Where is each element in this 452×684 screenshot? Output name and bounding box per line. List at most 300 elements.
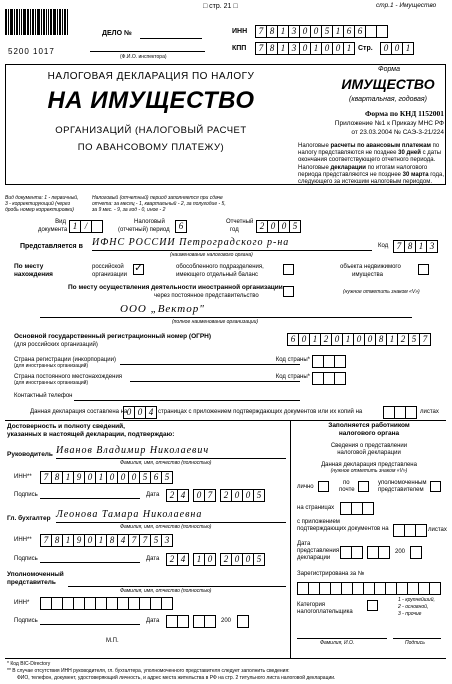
kpp-digit: 7 xyxy=(256,43,267,54)
right-zareg: Зарегистрирована за № xyxy=(297,571,365,577)
date-digit: 1 xyxy=(194,554,205,565)
dost-line2: указанных в настоящей декларации, подтверждаю: xyxy=(7,431,175,438)
upol-label2: представитель xyxy=(7,579,56,586)
strana-kod2-label: Код страны* xyxy=(275,374,310,380)
ruk-podpis-label: Подпись xyxy=(14,492,38,498)
inn-digit xyxy=(63,598,74,609)
buh-month-cells[interactable] xyxy=(193,553,216,566)
right-fio-label: Фамилия, И.О. xyxy=(320,640,355,646)
tel-field[interactable] xyxy=(74,392,300,401)
upol-year-prefix: 200 xyxy=(221,618,232,624)
right-day-cells[interactable] xyxy=(340,546,363,559)
ogrn-digit: 8 xyxy=(376,334,387,345)
inspector-label: (Ф.И.О. инспектора) xyxy=(120,54,167,60)
predst-field[interactable]: ИФНС РОССИИ Петроградского р-на xyxy=(92,238,372,251)
kod-digit: 3 xyxy=(427,241,438,252)
inn-label: ИНН xyxy=(232,28,248,35)
reg-digit xyxy=(320,583,331,594)
date-digit xyxy=(379,547,390,558)
inn-digit: 6 xyxy=(344,26,355,37)
sostav-pages-cells[interactable] xyxy=(123,406,157,419)
ogrn-digit: 0 xyxy=(299,334,310,345)
right-pochte2: почте xyxy=(339,487,355,493)
inn-digit xyxy=(85,598,96,609)
inn-digit: 1 xyxy=(278,26,289,37)
doc-type-slash: / xyxy=(81,221,92,232)
inn-digit: 0 xyxy=(300,26,311,37)
inn-digit xyxy=(118,598,129,609)
date-digit xyxy=(341,547,352,558)
ruk-inn-cells[interactable] xyxy=(40,471,173,484)
right-prilozh2: подтверждающих документов на xyxy=(297,526,389,532)
upol-month-cells[interactable] xyxy=(193,615,216,628)
right-kat-list3: 3 - прочие xyxy=(398,611,422,617)
inn-digit xyxy=(41,598,52,609)
right-sved1: Сведения о представлении xyxy=(330,443,408,449)
kod-digit: 7 xyxy=(394,241,405,252)
inn-digit: 0 xyxy=(118,472,129,483)
inn-digit xyxy=(52,598,63,609)
inn-digit: 7 xyxy=(256,26,267,37)
right-head1: Заполняется работником xyxy=(328,422,410,429)
inn-digit xyxy=(162,598,173,609)
predst-kod-cells[interactable] xyxy=(393,240,438,253)
form-knd: Форма по КНД 1152001 xyxy=(364,109,444,118)
kpp-digit: 1 xyxy=(278,43,289,54)
date-digit xyxy=(411,547,422,558)
right-dann1: Данная декларация представлена xyxy=(321,462,417,468)
strana-digit xyxy=(313,373,324,384)
doc-type-digit xyxy=(92,221,103,232)
inn-digit: 4 xyxy=(118,535,129,546)
strana-digit xyxy=(324,356,335,367)
date-digit: 5 xyxy=(254,554,265,565)
form-sub: (квартальная, годовая) xyxy=(349,96,427,103)
year-digit: 2 xyxy=(257,221,268,232)
inn-digit: 9 xyxy=(74,535,85,546)
inn-digit xyxy=(377,26,388,37)
inn-digit: 8 xyxy=(52,535,63,546)
inn-digit xyxy=(366,26,377,37)
upol-inn-label: ИНН* xyxy=(14,600,30,606)
right-data3: декларации xyxy=(297,555,331,561)
upol-signature-field[interactable] xyxy=(40,616,140,625)
kpp-cells[interactable] xyxy=(255,42,355,55)
reg-digit xyxy=(397,583,408,594)
inn-digit xyxy=(140,598,151,609)
inn-digit: 5 xyxy=(140,472,151,483)
title-line1: НАЛОГОВАЯ ДЕКЛАРАЦИЯ ПО НАЛОГУ xyxy=(47,71,255,82)
pages-digit xyxy=(341,503,352,514)
deadline-note: Налоговые расчеты по авансовым платежам по налогу представляются не позднее 30 дней с даты окончания соответствующего отчетного периода. Налоговые декларации по итогам налогового периода представляются не позднее 30 марта года, следующего за истекшим налоговым периодом. xyxy=(298,143,445,185)
ogrn-digit: 1 xyxy=(310,334,321,345)
org-name-field[interactable]: ООО „Вектор" xyxy=(40,304,412,318)
right-data2: представления xyxy=(297,548,340,554)
inn-digit: 5 xyxy=(322,26,333,37)
sheets-digit xyxy=(416,525,427,536)
strana-digit xyxy=(335,356,346,367)
inn-digit: 5 xyxy=(151,535,162,546)
right-upol1: уполномоченным xyxy=(378,480,427,486)
buh-inn-label: ИНН** xyxy=(14,537,32,543)
date-digit: 0 xyxy=(243,490,254,501)
ogrn-digit: 0 xyxy=(354,334,365,345)
title-main: НА ИМУЩЕСТВО xyxy=(47,87,255,114)
inn-digit xyxy=(129,598,140,609)
page-marker: □ стр. 21 □ xyxy=(203,3,238,10)
str-cells[interactable] xyxy=(380,42,414,55)
inn-digit xyxy=(107,598,118,609)
strana-post1: Страна постоянного местонахождения xyxy=(14,374,123,380)
year-digit: 0 xyxy=(279,221,290,232)
ogrn-label1: Основной государственный регистрационный номер (ОГРН) xyxy=(14,333,212,340)
mesto-ino2: через постоянное представительство xyxy=(154,293,259,299)
upol-date-label: Дата xyxy=(146,618,160,624)
mesto-note: (нужное отметить знаком «V») xyxy=(343,289,420,295)
mesto-obosob1: обособленного подразделения, xyxy=(176,264,264,270)
ruk-fio-field[interactable]: Иванов Владимир Николаевич xyxy=(56,446,286,459)
inn-digit: 0 xyxy=(311,26,322,37)
right-kat-list1: 1 - крупнейший, xyxy=(398,597,435,603)
inn-digit: 8 xyxy=(52,472,63,483)
sostav-prefix: Данная декларация составлена на xyxy=(30,409,128,415)
date-digit: 0 xyxy=(232,554,243,565)
ruk-fio-sub: Фамилия, имя, отчество (полностью) xyxy=(120,460,212,466)
vid-help1: Вид документа: 1 - первичный, xyxy=(5,195,79,201)
inn-digit: 1 xyxy=(96,535,107,546)
ogrn-digit: 1 xyxy=(343,334,354,345)
buh-podpis-label: Подпись xyxy=(14,556,38,562)
mesto-label1: По месту xyxy=(14,263,44,270)
reg-digit xyxy=(298,583,309,594)
right-month-cells[interactable] xyxy=(367,546,390,559)
mesto-label2: нахождения xyxy=(14,271,53,278)
buh-signature-field[interactable] xyxy=(40,554,140,563)
vid-help3: дробь номер корректировки) xyxy=(5,207,74,213)
sheets-digit xyxy=(395,407,406,418)
right-pochte1: по xyxy=(343,480,350,486)
right-podpis-label: Подпись xyxy=(405,640,425,646)
ruk-date-cells[interactable] xyxy=(166,489,189,502)
reg-digit xyxy=(364,583,375,594)
inn-digit: 3 xyxy=(162,535,173,546)
inn-digit: 0 xyxy=(85,535,96,546)
inn-digit: 3 xyxy=(289,26,300,37)
date-digit xyxy=(178,616,189,627)
upol-inn-cells[interactable] xyxy=(40,597,173,610)
period-digit: 6 xyxy=(176,221,187,232)
date-digit xyxy=(167,616,178,627)
obosob-checkbox[interactable] xyxy=(283,264,294,275)
year-label1: Отчетный xyxy=(226,219,254,225)
right-dann2: (нужное отметить знаком «V») xyxy=(330,468,408,474)
delo-label: ДЕЛО № xyxy=(102,30,132,37)
inn-digit: 8 xyxy=(267,26,278,37)
ruk-year-cells[interactable] xyxy=(220,489,265,502)
ruk-inn-label: ИНН** xyxy=(14,474,32,480)
date-digit: 0 xyxy=(243,554,254,565)
buh-fio-sub: Фамилия, имя, отчество (полностью) xyxy=(120,524,212,530)
right-lichno: лично xyxy=(297,484,314,490)
sostav-sheets-cells[interactable] xyxy=(383,406,417,419)
form-prilozh1: Приложение №1 к Приказу МНС РФ xyxy=(334,120,444,127)
date-digit: 2 xyxy=(167,554,178,565)
lichno-checkbox[interactable] xyxy=(318,481,329,492)
ruk-label: Руководитель xyxy=(7,451,53,458)
page-title-right: стр.1 - Имущество xyxy=(376,2,437,9)
kpp-digit: 0 xyxy=(300,43,311,54)
year-digit: 5 xyxy=(290,221,301,232)
org-checkbox[interactable]: ✓ xyxy=(134,263,143,275)
buh-year-cells[interactable] xyxy=(220,553,265,566)
str-digit: 0 xyxy=(392,43,403,54)
inn-digit: 8 xyxy=(107,535,118,546)
right-prilozh1: с приложением xyxy=(297,519,340,525)
ruk-month-cells[interactable] xyxy=(193,489,216,502)
mesto-obekt1: объекта недвижимого xyxy=(340,264,401,270)
doc-type-label1: Вид xyxy=(55,219,66,225)
inn-digit: 7 xyxy=(140,535,151,546)
ogrn-digit: 7 xyxy=(420,334,431,345)
period-cells[interactable] xyxy=(175,220,187,233)
date-digit: 7 xyxy=(205,490,216,501)
ogrn-cells[interactable] xyxy=(287,333,431,346)
vid-help2: 3 - корректирующий (через xyxy=(5,201,71,207)
date-digit xyxy=(368,547,379,558)
reg-digit xyxy=(419,583,430,594)
date-digit: 4 xyxy=(178,490,189,501)
predst-label: Представляется в xyxy=(20,243,83,250)
mesto-org2: организации xyxy=(92,272,127,278)
ogrn-digit: 6 xyxy=(288,334,299,345)
strana-digit xyxy=(313,356,324,367)
strana-kod1-cells[interactable] xyxy=(312,355,346,368)
ogrn-digit: 2 xyxy=(321,334,332,345)
date-digit xyxy=(238,616,249,627)
sheets-digit xyxy=(394,525,405,536)
inn-digit xyxy=(74,598,85,609)
form-label: Форма xyxy=(378,66,400,73)
upol-checkbox[interactable] xyxy=(430,481,441,492)
str-digit: 0 xyxy=(381,43,392,54)
ruk-signature-field[interactable] xyxy=(40,490,140,499)
year-label2: год xyxy=(230,227,239,233)
date-digit xyxy=(205,616,216,627)
date-digit: 2 xyxy=(221,554,232,565)
pages-digit: 4 xyxy=(146,407,157,418)
obekt-checkbox[interactable] xyxy=(418,264,429,275)
kpp-digit: 0 xyxy=(322,43,333,54)
delo-field[interactable] xyxy=(140,30,202,39)
kod-digit: 1 xyxy=(416,241,427,252)
inn-digit: 1 xyxy=(63,472,74,483)
buh-inn-cells[interactable] xyxy=(40,534,173,547)
predst-kod-label: Код xyxy=(378,243,389,249)
upol-label1: Уполномоченный xyxy=(7,571,64,578)
inn-cells[interactable] xyxy=(255,25,388,38)
mp-label: М.П. xyxy=(106,638,119,644)
upol-year-cells[interactable] xyxy=(237,615,249,628)
reg-digit xyxy=(375,583,386,594)
pochte-checkbox[interactable] xyxy=(358,481,369,492)
period-label1: Налоговый xyxy=(134,219,165,225)
inn-digit xyxy=(151,598,162,609)
dost-line1: Достоверность и полноту сведений, xyxy=(7,423,125,430)
strana-inc1: Страна регистрации (инкорпорации) xyxy=(14,357,116,363)
bottom-bottom-line xyxy=(5,658,446,659)
buh-fio-field[interactable]: Леонова Тамара Николаевна xyxy=(56,510,286,523)
predst-sub: (наименование налогового органа) xyxy=(170,252,253,258)
mesto-org1: российской xyxy=(92,264,124,270)
reg-digit xyxy=(430,583,441,594)
right-sheets-cells[interactable] xyxy=(393,524,427,537)
reg-digit xyxy=(353,583,364,594)
title-line4: ПО АВАНСОВОМУ ПЛАТЕЖУ) xyxy=(77,142,225,153)
strana-post2: (для иностранных организаций) xyxy=(14,380,89,386)
inn-digit: 7 xyxy=(129,535,140,546)
barcode-icon xyxy=(5,9,69,35)
strana-kod1-label: Код страны* xyxy=(275,357,310,363)
mesto-obosob2: имеющего отдельный баланс xyxy=(176,272,259,278)
mesto-ino1: По месту осуществления деятельности иностранной организации xyxy=(68,284,283,291)
upol-podpis-label: Подпись xyxy=(14,618,38,624)
kat-checkbox[interactable] xyxy=(367,600,378,611)
date-digit: 0 xyxy=(205,554,216,565)
inn-digit: 0 xyxy=(85,472,96,483)
year-cells[interactable] xyxy=(256,220,301,233)
inn-digit: 6 xyxy=(355,26,366,37)
right-regnum-cells[interactable] xyxy=(297,582,441,595)
doc-type-cells[interactable] xyxy=(69,220,103,233)
date-digit: 0 xyxy=(232,490,243,501)
barcode-number: 5200 1017 xyxy=(8,47,55,56)
org-name-sub: (полное наименование организации) xyxy=(172,319,259,325)
inn-digit: 0 xyxy=(129,472,140,483)
ogrn-digit: 1 xyxy=(387,334,398,345)
pages-digit xyxy=(352,503,363,514)
buh-date-cells[interactable] xyxy=(166,553,189,566)
inn-digit: 6 xyxy=(151,472,162,483)
pages-digit xyxy=(363,503,374,514)
kpp-digit: 1 xyxy=(344,43,355,54)
date-digit: 2 xyxy=(221,490,232,501)
ruk-date-label: Дата xyxy=(146,492,160,498)
period-help3: за 9 мес. - 9, за год - 0, иное - 2 xyxy=(92,207,166,213)
date-digit: 0 xyxy=(194,490,205,501)
right-signature-field[interactable] xyxy=(393,630,441,639)
strana-inc2: (для иностранных организаций) xyxy=(14,363,89,369)
sheets-digit xyxy=(406,407,417,418)
doc-type-label2: документа xyxy=(38,227,68,233)
foot-note2a: ** В случае отсутствия ИНН руководителя, гл. бухгалтера, уполномоченного представителя следует заполнить сведения: xyxy=(7,668,290,674)
ogrn-digit: 2 xyxy=(398,334,409,345)
right-pages-cells[interactable] xyxy=(340,502,374,515)
inn-digit: 9 xyxy=(74,472,85,483)
reg-digit xyxy=(386,583,397,594)
inspector-field[interactable] xyxy=(90,44,205,52)
period-help2: отчета: за месяц - 1, квартальный - 2, за полугодие - 5, xyxy=(92,201,226,207)
inn-digit xyxy=(96,598,107,609)
reg-digit xyxy=(408,583,419,594)
bottom-divider xyxy=(290,420,291,658)
period-help1: Налоговый (отчетный) период заполняется при сдаче xyxy=(92,195,223,201)
pages-digit: 0 xyxy=(124,407,135,418)
bottom-top-line xyxy=(5,420,446,421)
buh-date-label: Дата xyxy=(146,556,160,562)
inn-digit: 0 xyxy=(107,472,118,483)
title-line3: ОРГАНИЗАЦИЙ (НАЛОГОВЫЙ РАСЧЕТ xyxy=(55,125,247,136)
right-year-cells[interactable] xyxy=(410,546,422,559)
right-kat-list2: 2 - основной, xyxy=(398,604,429,610)
sheets-digit xyxy=(384,407,395,418)
kpp-digit: 1 xyxy=(311,43,322,54)
tel-label: Контактный телефон xyxy=(14,393,73,399)
period-label2: (отчетный) период xyxy=(118,227,170,233)
date-digit: 2 xyxy=(167,490,178,501)
inn-digit: 1 xyxy=(96,472,107,483)
kpp-label: КПП xyxy=(232,45,247,52)
right-head2: налогового органа xyxy=(338,430,400,437)
kpp-digit: 0 xyxy=(333,43,344,54)
sostav-suffix: листах xyxy=(420,409,439,415)
right-kat2: налогоплательщика xyxy=(297,609,353,615)
upol-fio-sub: Фамилия, имя, отчество (полностью) xyxy=(120,588,212,594)
ogrn-digit: 0 xyxy=(365,334,376,345)
date-digit: 5 xyxy=(254,490,265,501)
kpp-digit: 3 xyxy=(289,43,300,54)
str-digit: 1 xyxy=(403,43,414,54)
date-digit: 4 xyxy=(178,554,189,565)
inn-digit: 1 xyxy=(63,535,74,546)
upol-fio-field[interactable] xyxy=(68,578,286,587)
foot-note2b: ФИО, телефон, документ, удостоверяющий личность, и адрес места жительства в РФ на стр. 2 титульного листа налоговой декларации. xyxy=(17,675,336,681)
str-label: Стр. xyxy=(358,45,373,52)
right-upol2: представителем xyxy=(378,487,424,493)
ogrn-digit: 5 xyxy=(409,334,420,345)
right-fio-field[interactable] xyxy=(297,630,387,639)
kpp-digit: 8 xyxy=(267,43,278,54)
form-name: ИМУЩЕСТВО xyxy=(341,76,435,92)
sheets-digit xyxy=(405,525,416,536)
kod-digit: 8 xyxy=(405,241,416,252)
right-kat1: Категория xyxy=(297,602,326,608)
reg-digit xyxy=(309,583,320,594)
strana-digit xyxy=(324,373,335,384)
ogrn-digit: 0 xyxy=(332,334,343,345)
buh-label: Гл. бухгалтер xyxy=(7,515,51,522)
form-prilozh2: от 23.03.2004 № САЭ-3-21/224 xyxy=(351,129,444,136)
right-data1: Дата xyxy=(297,541,311,547)
ino-checkbox[interactable] xyxy=(283,286,294,297)
reg-digit xyxy=(331,583,342,594)
date-digit xyxy=(352,547,363,558)
inn-digit: 7 xyxy=(41,535,52,546)
foot-note1: * Код BIC-Directory xyxy=(7,661,51,667)
doc-type-digit: 1 xyxy=(70,221,81,232)
upol-date-cells[interactable] xyxy=(166,615,189,628)
ogrn-label2: (для российских организаций) xyxy=(14,342,98,348)
mesto-obekt2: имущества xyxy=(352,272,383,278)
date-digit xyxy=(194,616,205,627)
right-listah: листах xyxy=(428,527,447,533)
strana-kod2-cells[interactable] xyxy=(312,372,346,385)
reg-digit xyxy=(342,583,353,594)
inn-digit: 7 xyxy=(41,472,52,483)
right-na-str: на страницах xyxy=(297,505,335,511)
sostav-mid: страницах с приложением подтверждающих документов или их копий на xyxy=(158,409,363,415)
right-sved2: налоговой декларации xyxy=(337,450,401,456)
year-digit: 0 xyxy=(268,221,279,232)
